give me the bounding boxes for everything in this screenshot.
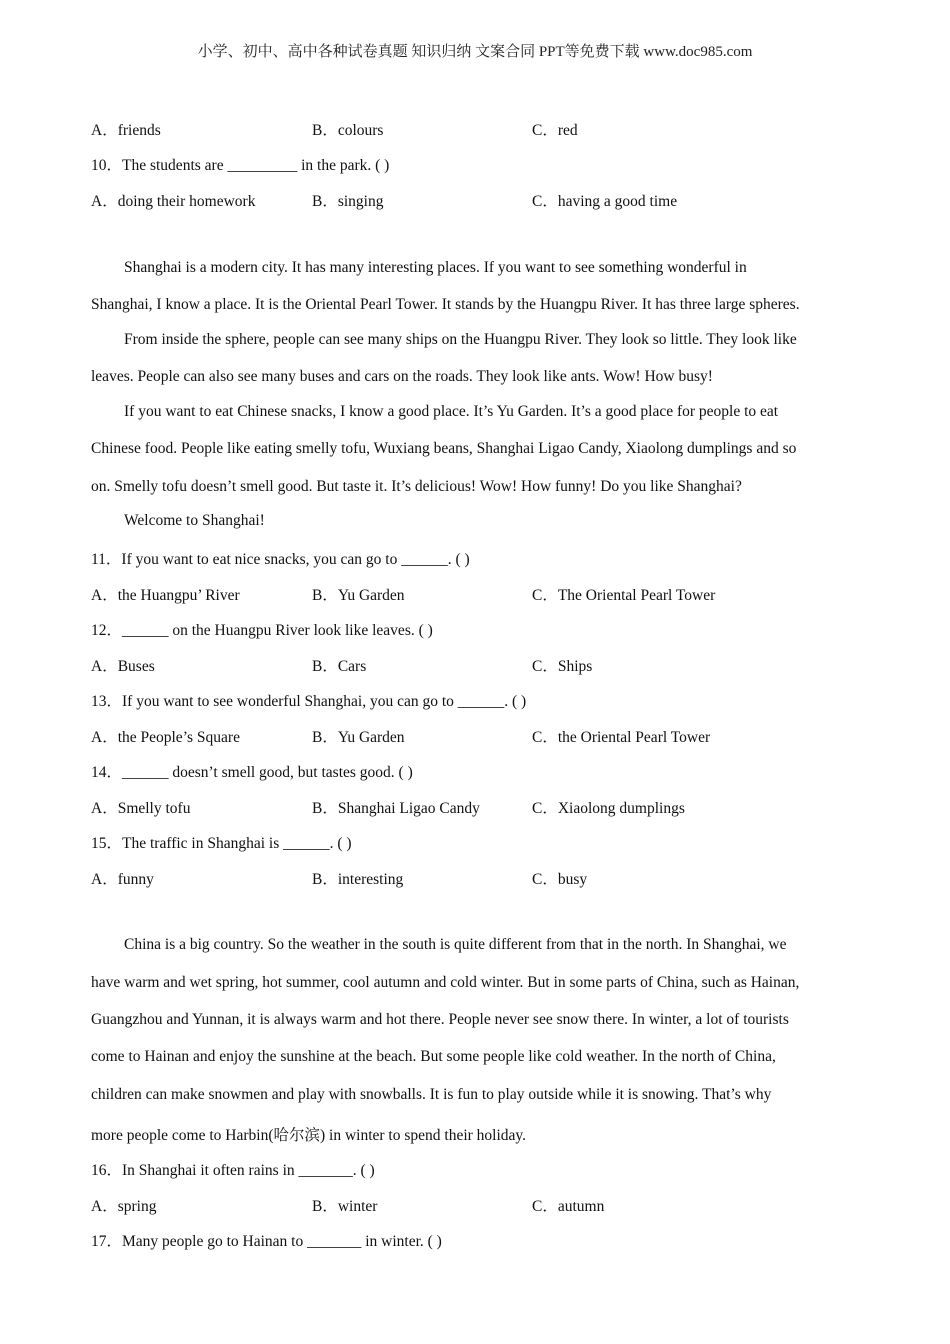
q14-option-c: C．Xiaolong dumplings xyxy=(532,800,685,817)
passage1-line: Welcome to Shanghai! xyxy=(124,512,265,529)
q16-stem: 16．In Shanghai it often rains in _______. ( ) xyxy=(91,1162,375,1179)
passage1-line: If you want to eat Chinese snacks, I know a good place. It’s Yu Garden. It’s a good place for people to eat xyxy=(124,403,779,420)
q14-option-b: B．Shanghai Ligao Candy xyxy=(312,800,480,817)
q12-option-b: B．Cars xyxy=(312,658,367,675)
q17-stem: 17．Many people go to Hainan to _______ in winter. ( ) xyxy=(91,1233,442,1250)
q10-option-a: A．doing their homework xyxy=(91,193,256,210)
q13-option-c: C．the Oriental Pearl Tower xyxy=(532,729,711,746)
q14-stem: 14．______ doesn’t smell good, but tastes good. ( ) xyxy=(91,764,413,781)
q13-stem: 13．If you want to see wonderful Shanghai, you can go to ______. ( ) xyxy=(91,693,527,710)
passage1-line: leaves. People can also see many buses and cars on the roads. They look like ants. Wow! How busy! xyxy=(91,368,713,385)
q12-option-a: A．Buses xyxy=(91,658,155,675)
page-header: 小学、初中、高中各种试卷真题 知识归纳 文案合同 PPT等免费下载 www.doc985.com xyxy=(197,44,753,60)
q10-option-b: B．singing xyxy=(312,193,384,210)
q11-option-c: C．The Oriental Pearl Tower xyxy=(532,587,716,604)
q16-option-a: A．spring xyxy=(91,1198,157,1215)
passage1-line: Shanghai, I know a place. It is the Oriental Pearl Tower. It stands by the Huangpu River. It has three large spheres. xyxy=(91,296,800,313)
q16-option-c: C．autumn xyxy=(532,1198,605,1215)
q9-option-a: A．friends xyxy=(91,122,161,139)
passage1-line: From inside the sphere, people can see many ships on the Huangpu River. They look so little. They look like xyxy=(124,331,797,348)
q12-stem: 12．______ on the Huangpu River look like leaves. ( ) xyxy=(91,622,433,639)
passage2-line: come to Hainan and enjoy the sunshine at the beach. But some people like cold weather. In the north of China, xyxy=(91,1048,776,1065)
q13-option-a: A．the People’s Square xyxy=(91,729,240,746)
q15-option-c: C．busy xyxy=(532,871,588,888)
q9-option-c: C．red xyxy=(532,122,578,139)
passage2-line: children can make snowmen and play with snowballs. It is fun to play outside while it is snowing. That’s why xyxy=(91,1086,772,1103)
q10-option-c: C．having a good time xyxy=(532,193,678,210)
q13-option-b: B．Yu Garden xyxy=(312,729,405,746)
passage1-line: Chinese food. People like eating smelly tofu, Wuxiang beans, Shanghai Ligao Candy, Xiaolong dumplings and so xyxy=(91,440,797,457)
q15-stem: 15．The traffic in Shanghai is ______. ( ) xyxy=(91,835,352,852)
q14-option-a: A．Smelly tofu xyxy=(91,800,191,817)
q15-option-a: A．funny xyxy=(91,871,154,888)
passage1-line: Shanghai is a modern city. It has many interesting places. If you want to see something wonderful in xyxy=(124,259,747,276)
passage1-line: on. Smelly tofu doesn’t smell good. But taste it. It’s delicious! Wow! How funny! Do you like Shanghai? xyxy=(91,478,742,495)
q11-option-a: A．the Huangpu’ River xyxy=(91,587,240,604)
q12-option-c: C．Ships xyxy=(532,658,593,675)
q16-option-b: B．winter xyxy=(312,1198,378,1215)
passage2-line: Guangzhou and Yunnan, it is always warm and hot there. People never see snow there. In winter, a lot of tourists xyxy=(91,1011,789,1028)
passage2-line: more people come to Harbin(哈尔滨) in winter to spend their holiday. xyxy=(91,1127,527,1144)
q10-stem: 10．The students are _________ in the park. ( ) xyxy=(91,157,390,174)
passage2-line: have warm and wet spring, hot summer, cool autumn and cold winter. But in some parts of China, such as Hainan, xyxy=(91,974,800,991)
q9-option-b: B．colours xyxy=(312,122,384,139)
q15-option-b: B．interesting xyxy=(312,871,404,888)
q11-option-b: B．Yu Garden xyxy=(312,587,405,604)
q11-stem: 11．If you want to eat nice snacks, you can go to ______. ( ) xyxy=(91,551,470,568)
passage2-line: China is a big country. So the weather in the south is quite different from that in the north. In Shanghai, we xyxy=(124,936,787,953)
